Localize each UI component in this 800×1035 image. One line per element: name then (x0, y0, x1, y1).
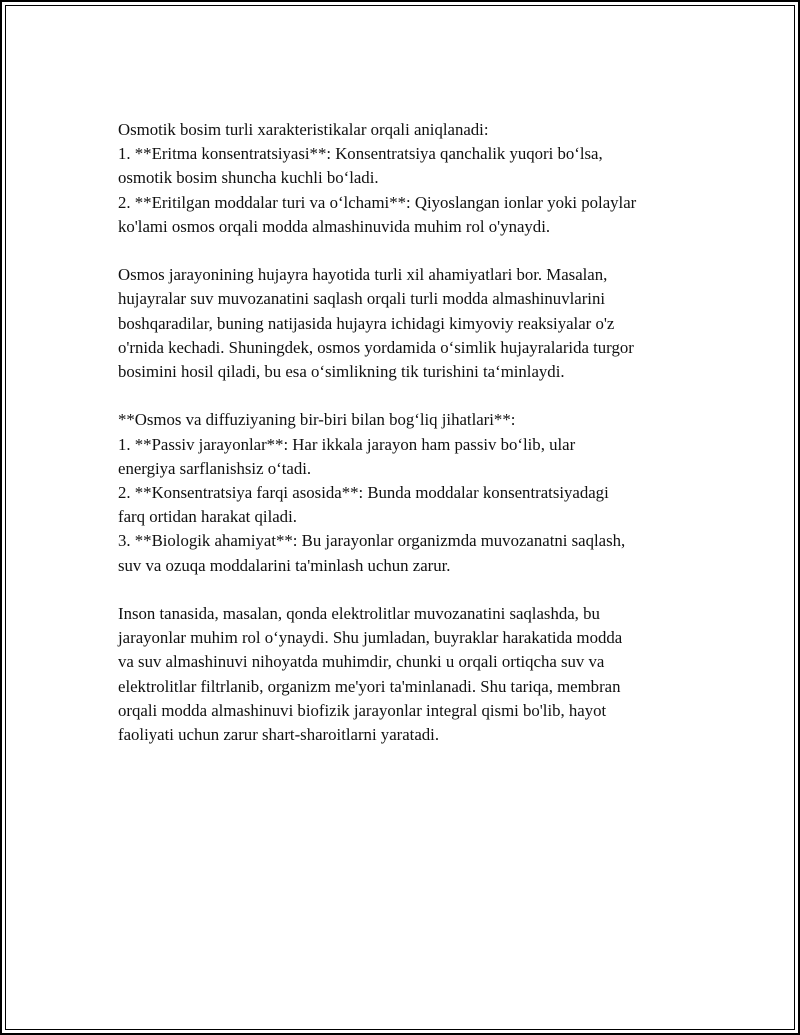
document-body (118, 118, 698, 747)
text-line: energiya sarflanishsiz o‘tadi. (118, 458, 312, 478)
text-line: farq ortidan harakat qiladi. (118, 507, 297, 527)
text-line: Osmotik bosim turli xarakteristikalar orqali aniqlanadi: (118, 120, 489, 139)
text-line: ko'lami osmos orqali modda almashinuvida muhim rol o'ynaydi. (118, 216, 551, 236)
text-line: boshqaradilar, buning natijasida hujayra ichidagi kimyoviy reaksiyalar o'z (118, 313, 615, 333)
paragraph-human-body (118, 602, 698, 747)
text-line: osmotik bosim shuncha kuchli bo‘ladi. (118, 168, 379, 188)
text-line: elektrolitlar filtrlanib, organizm me'yori ta'minlanadi. Shu tariqa, membran (118, 676, 621, 696)
paragraph-osmosis-diffusion (118, 408, 698, 577)
text-line: hujayralar suv muvozanatini saqlash orqali turli modda almashinuvlarini (118, 289, 606, 309)
text-line: 3. **Biologik ahamiyat**: Bu jarayonlar organizmda muvozanatni saqlash, (118, 531, 626, 551)
paragraph-osmosis-significance (118, 263, 698, 384)
paragraph-spacer (118, 578, 698, 602)
text-line: orqali modda almashinuvi biofizik jarayonlar integral qismi bo'lib, hayot (118, 700, 607, 720)
text-line: suv va ozuqa moddalarini ta'minlash uchun zarur. (118, 555, 451, 575)
text-line: jarayonlar muhim rol o‘ynaydi. Shu jumladan, buyraklar harakatida modda (118, 628, 623, 648)
text-line: va suv almashinuvi nihoyatda muhimdir, chunki u orqali ortiqcha suv va (118, 652, 605, 672)
paragraph-osmotic-pressure (118, 118, 698, 239)
paragraph-spacer (118, 384, 698, 408)
text-line: 1. **Passiv jarayonlar**: Har ikkala jarayon ham passiv bo‘lib, ular (118, 434, 576, 454)
text-line: 1. **Eritma konsentratsiyasi**: Konsentratsiya qanchalik yuqori bo‘lsa, (118, 144, 603, 164)
text-line: faoliyati uchun zarur shart-sharoitlarni yaratadi. (118, 725, 440, 745)
text-line: 2. **Eritilgan moddalar turi va o‘lchami**: Qiyoslangan ionlar yoki polaylar (118, 192, 637, 212)
text-line: o'rnida kechadi. Shuningdek, osmos yordamida o‘simlik hujayralarida turgor (118, 337, 634, 357)
text-line: Inson tanasida, masalan, qonda elektrolitlar muvozanatini saqlashda, bu (118, 604, 600, 624)
text-line: **Osmos va diffuziyaning bir-biri bilan bog‘liq jihatlari**: (118, 410, 516, 430)
text-line: bosimini hosil qiladi, bu esa o‘simlikning tik turishini ta‘minlaydi. (118, 362, 565, 382)
text-line: Osmos jarayonining hujayra hayotida turli xil ahamiyatlari bor. Masalan, (118, 265, 608, 285)
text-line: 2. **Konsentratsiya farqi asosida**: Bunda moddalar konsentratsiyadagi (118, 483, 609, 503)
paragraph-spacer (118, 239, 698, 263)
